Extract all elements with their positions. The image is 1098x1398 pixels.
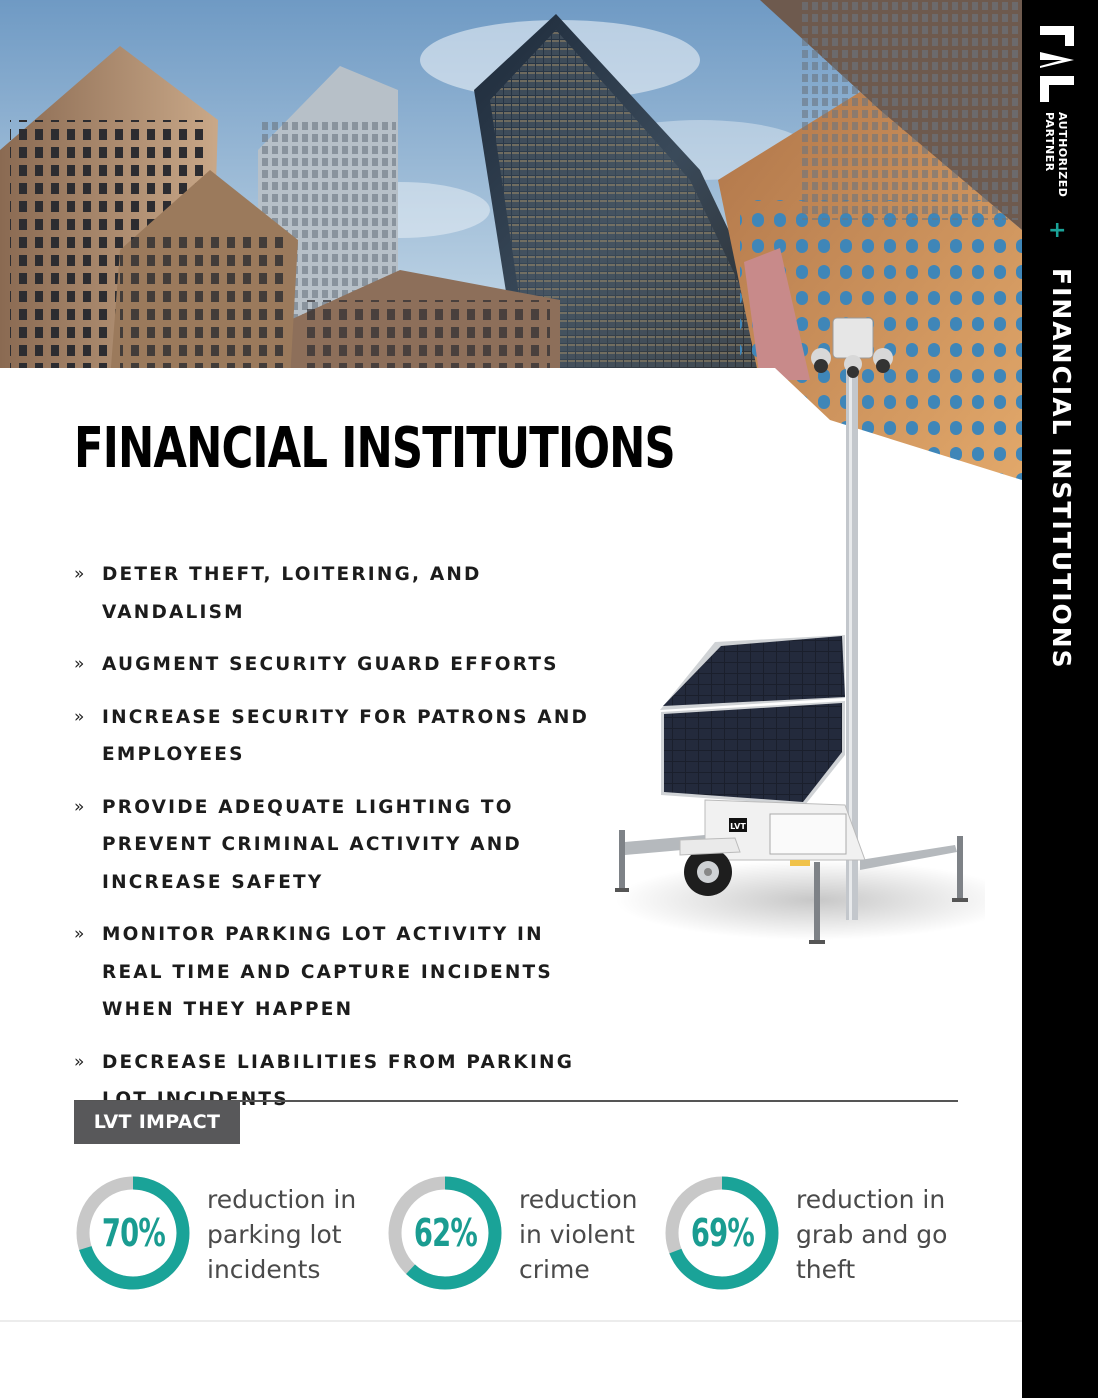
bullet-marker-icon: » (74, 796, 85, 817)
list-item-text: AUGMENT SECURITY GUARD EFFORTS (102, 654, 559, 675)
impact-stat (74, 1174, 374, 1294)
list-item-text: PROVIDE ADEQUATE LIGHTING TO PREVENT CRIMINAL ACTIVITY AND INCREASE SAFETY (102, 796, 522, 893)
authorized-text: AUTHORIZED (1056, 112, 1069, 198)
brand-sidebar (1022, 0, 1098, 1398)
partner-text: PARTNER (1043, 112, 1056, 172)
list-item-text: DETER THEFT, LOITERING, AND VANDALISM (102, 564, 482, 623)
stat-description: reduction in parking lot incidents (207, 1185, 357, 1284)
list-item (74, 556, 594, 631)
list-item (74, 646, 594, 684)
stat-value: 69% (690, 1211, 754, 1255)
impact-label: LVT IMPACT (74, 1101, 240, 1144)
stat-value: 70% (101, 1211, 165, 1255)
list-item (74, 789, 594, 902)
bottom-divider (0, 1320, 1022, 1322)
plus-icon: + (1048, 218, 1067, 243)
surveillance-trailer-image (595, 300, 985, 960)
stat-description: reduction in violent crime (519, 1185, 638, 1284)
bullet-marker-icon: » (74, 564, 85, 584)
list-item-text: MONITOR PARKING LOT ACTIVITY IN REAL TIME AND CAPTURE INCIDENTS WHEN THEY HAPPEN (102, 924, 553, 1020)
impact-stat (663, 1174, 963, 1294)
impact-stat (386, 1174, 656, 1294)
lvt-logo-icon (1040, 22, 1082, 106)
stat-value: 62% (413, 1211, 477, 1255)
benefit-list (74, 556, 594, 1134)
list-item (74, 699, 594, 774)
list-item (74, 916, 594, 1029)
bullet-marker-icon: » (74, 706, 85, 727)
trailer-badge: LVT (730, 822, 746, 831)
bullet-marker-icon: » (74, 924, 85, 944)
bullet-marker-icon: » (74, 1051, 85, 1072)
list-item-text: DECREASE LIABILITIES FROM PARKING (102, 1051, 575, 1073)
sidebar-title: FINANCIAL INSTITUTIONS (1047, 268, 1076, 670)
list-item-text: INCREASE SECURITY FOR PATRONS AND EMPLOYEES (102, 706, 590, 765)
page-title: FINANCIAL INSTITUTIONS (74, 416, 675, 481)
stat-description: reduction in grab and go theft (796, 1185, 948, 1284)
bullet-marker-icon: » (74, 654, 85, 674)
